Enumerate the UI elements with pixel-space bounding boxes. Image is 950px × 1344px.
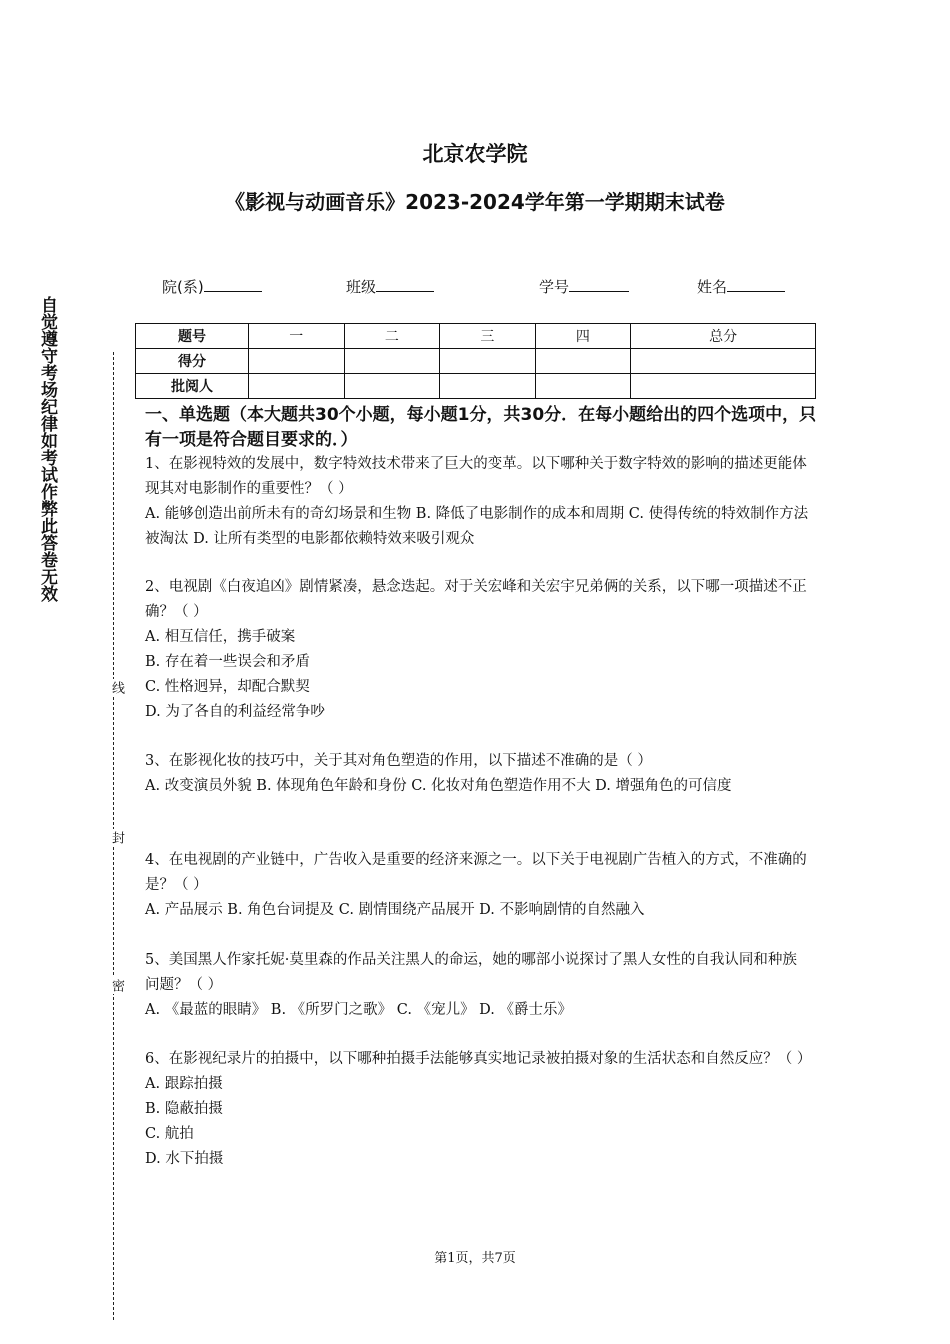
- student-id-blank[interactable]: [569, 277, 629, 292]
- question-5: [145, 948, 810, 1023]
- field-department: [162, 276, 262, 297]
- score-header-cell: 四: [535, 324, 631, 349]
- seal-mark-seal: 封: [109, 831, 124, 844]
- question-stem: 6、在影视纪录片的拍摄中，以下哪种拍摄手法能够真实地记录被拍摄对象的生活状态和自然反应？（ ）: [145, 1051, 812, 1067]
- field-class: [346, 276, 434, 297]
- section-heading: 一、单选题（本大题共30个小题，每小题1分，共30分．在每小题给出的四个选项中，只有一项是符合题目要求的．）: [145, 405, 817, 450]
- grader-cell[interactable]: [440, 374, 536, 399]
- score-cell[interactable]: [631, 349, 816, 374]
- score-header-cell: 一: [249, 324, 345, 349]
- question-2: [145, 575, 810, 725]
- score-cell[interactable]: [440, 349, 536, 374]
- question-6: [145, 1047, 810, 1172]
- score-table: [135, 323, 816, 399]
- score-table-header-row: [136, 324, 816, 349]
- seal-mark-line: 线: [109, 681, 124, 694]
- grader-cell[interactable]: [344, 374, 440, 399]
- grader-cell[interactable]: [631, 374, 816, 399]
- page-number: 第1页，共7页: [434, 1251, 516, 1266]
- field-label: 班级: [346, 278, 377, 296]
- question-option: C. 航拍: [145, 1126, 194, 1142]
- school-name: 北京农学院: [422, 142, 528, 166]
- field-label: 院(系): [162, 278, 204, 296]
- grader-cell[interactable]: [535, 374, 631, 399]
- score-header-cell: 题号: [136, 324, 249, 349]
- question-stem: 5、美国黑人作家托妮·莫里森的作品关注黑人的命运，她的哪部小说探讨了黑人女性的自我认同和种族问题？（ ）: [145, 952, 797, 993]
- field-student-id: [539, 276, 629, 297]
- question-1: [145, 452, 810, 552]
- question-option: A. 跟踪拍摄: [145, 1076, 223, 1092]
- question-options: A. 产品展示 B. 角色台词提及 C. 剧情围绕产品展开 D. 不影响剧情的自然融入: [145, 902, 645, 918]
- seal-mark-secret: 密: [109, 979, 124, 992]
- score-cell[interactable]: [344, 349, 440, 374]
- question-option: C. 性格迥异，却配合默契: [145, 679, 310, 695]
- question-option: D. 水下拍摄: [145, 1151, 224, 1167]
- question-stem: 1、在影视特效的发展中，数字特效技术带来了巨大的变革。以下哪种关于数字特效的影响的描述更能体现其对电影制作的重要性？（ ）: [145, 456, 807, 497]
- score-table-row-grader: [136, 374, 816, 399]
- field-label: 姓名: [697, 278, 728, 296]
- question-option: A. 相互信任，携手破案: [145, 629, 296, 645]
- score-cell[interactable]: [535, 349, 631, 374]
- department-blank[interactable]: [204, 277, 262, 292]
- question-stem: 2、电视剧《白夜追凶》剧情紧凑，悬念迭起。对于关宏峰和关宏宇兄弟俩的关系，以下哪一项描述不正确？（ ）: [145, 579, 807, 620]
- question-option: D. 为了各自的利益经常争吵: [145, 704, 325, 720]
- question-4: [145, 848, 810, 923]
- name-blank[interactable]: [727, 277, 785, 292]
- field-label: 学号: [539, 278, 570, 296]
- score-row-label: 得分: [136, 349, 249, 374]
- grader-row-label: 批阅人: [136, 374, 249, 399]
- class-blank[interactable]: [376, 277, 434, 292]
- question-option: B. 存在着一些误会和矛盾: [145, 654, 310, 670]
- side-notice: 自觉遵守考场纪律如考试作弊此答卷无效: [37, 296, 57, 602]
- question-stem: 3、在影视化妆的技巧中，关于其对角色塑造的作用，以下描述不准确的是（ ）: [145, 753, 652, 769]
- question-options: A. 改变演员外貌 B. 体现角色年龄和身份 C. 化妆对角色塑造作用不大 D. 增强角色的可信度: [145, 778, 732, 794]
- grader-cell[interactable]: [249, 374, 345, 399]
- field-name: [697, 276, 785, 297]
- score-cell[interactable]: [249, 349, 345, 374]
- exam-title: 《影视与动画音乐》2023-2024学年第一学期期末试卷: [225, 190, 725, 214]
- question-stem: 4、在电视剧的产业链中，广告收入是重要的经济来源之一。以下关于电视剧广告植入的方式，不准确的是？（ ）: [145, 852, 807, 893]
- score-header-cell: 三: [440, 324, 536, 349]
- question-3: [145, 749, 810, 799]
- score-header-cell: 总分: [631, 324, 816, 349]
- question-option: B. 隐蔽拍摄: [145, 1101, 223, 1117]
- question-options: A. 能够创造出前所未有的奇幻场景和生物 B. 降低了电影制作的成本和周期 C. 使得传统的特效制作方法被淘汰 D. 让所有类型的电影都依赖特效来吸引观众: [145, 506, 809, 547]
- score-table-row-score: [136, 349, 816, 374]
- score-header-cell: 二: [344, 324, 440, 349]
- question-options: A. 《最蓝的眼睛》 B. 《所罗门之歌》 C. 《宠儿》 D. 《爵士乐》: [145, 1002, 573, 1018]
